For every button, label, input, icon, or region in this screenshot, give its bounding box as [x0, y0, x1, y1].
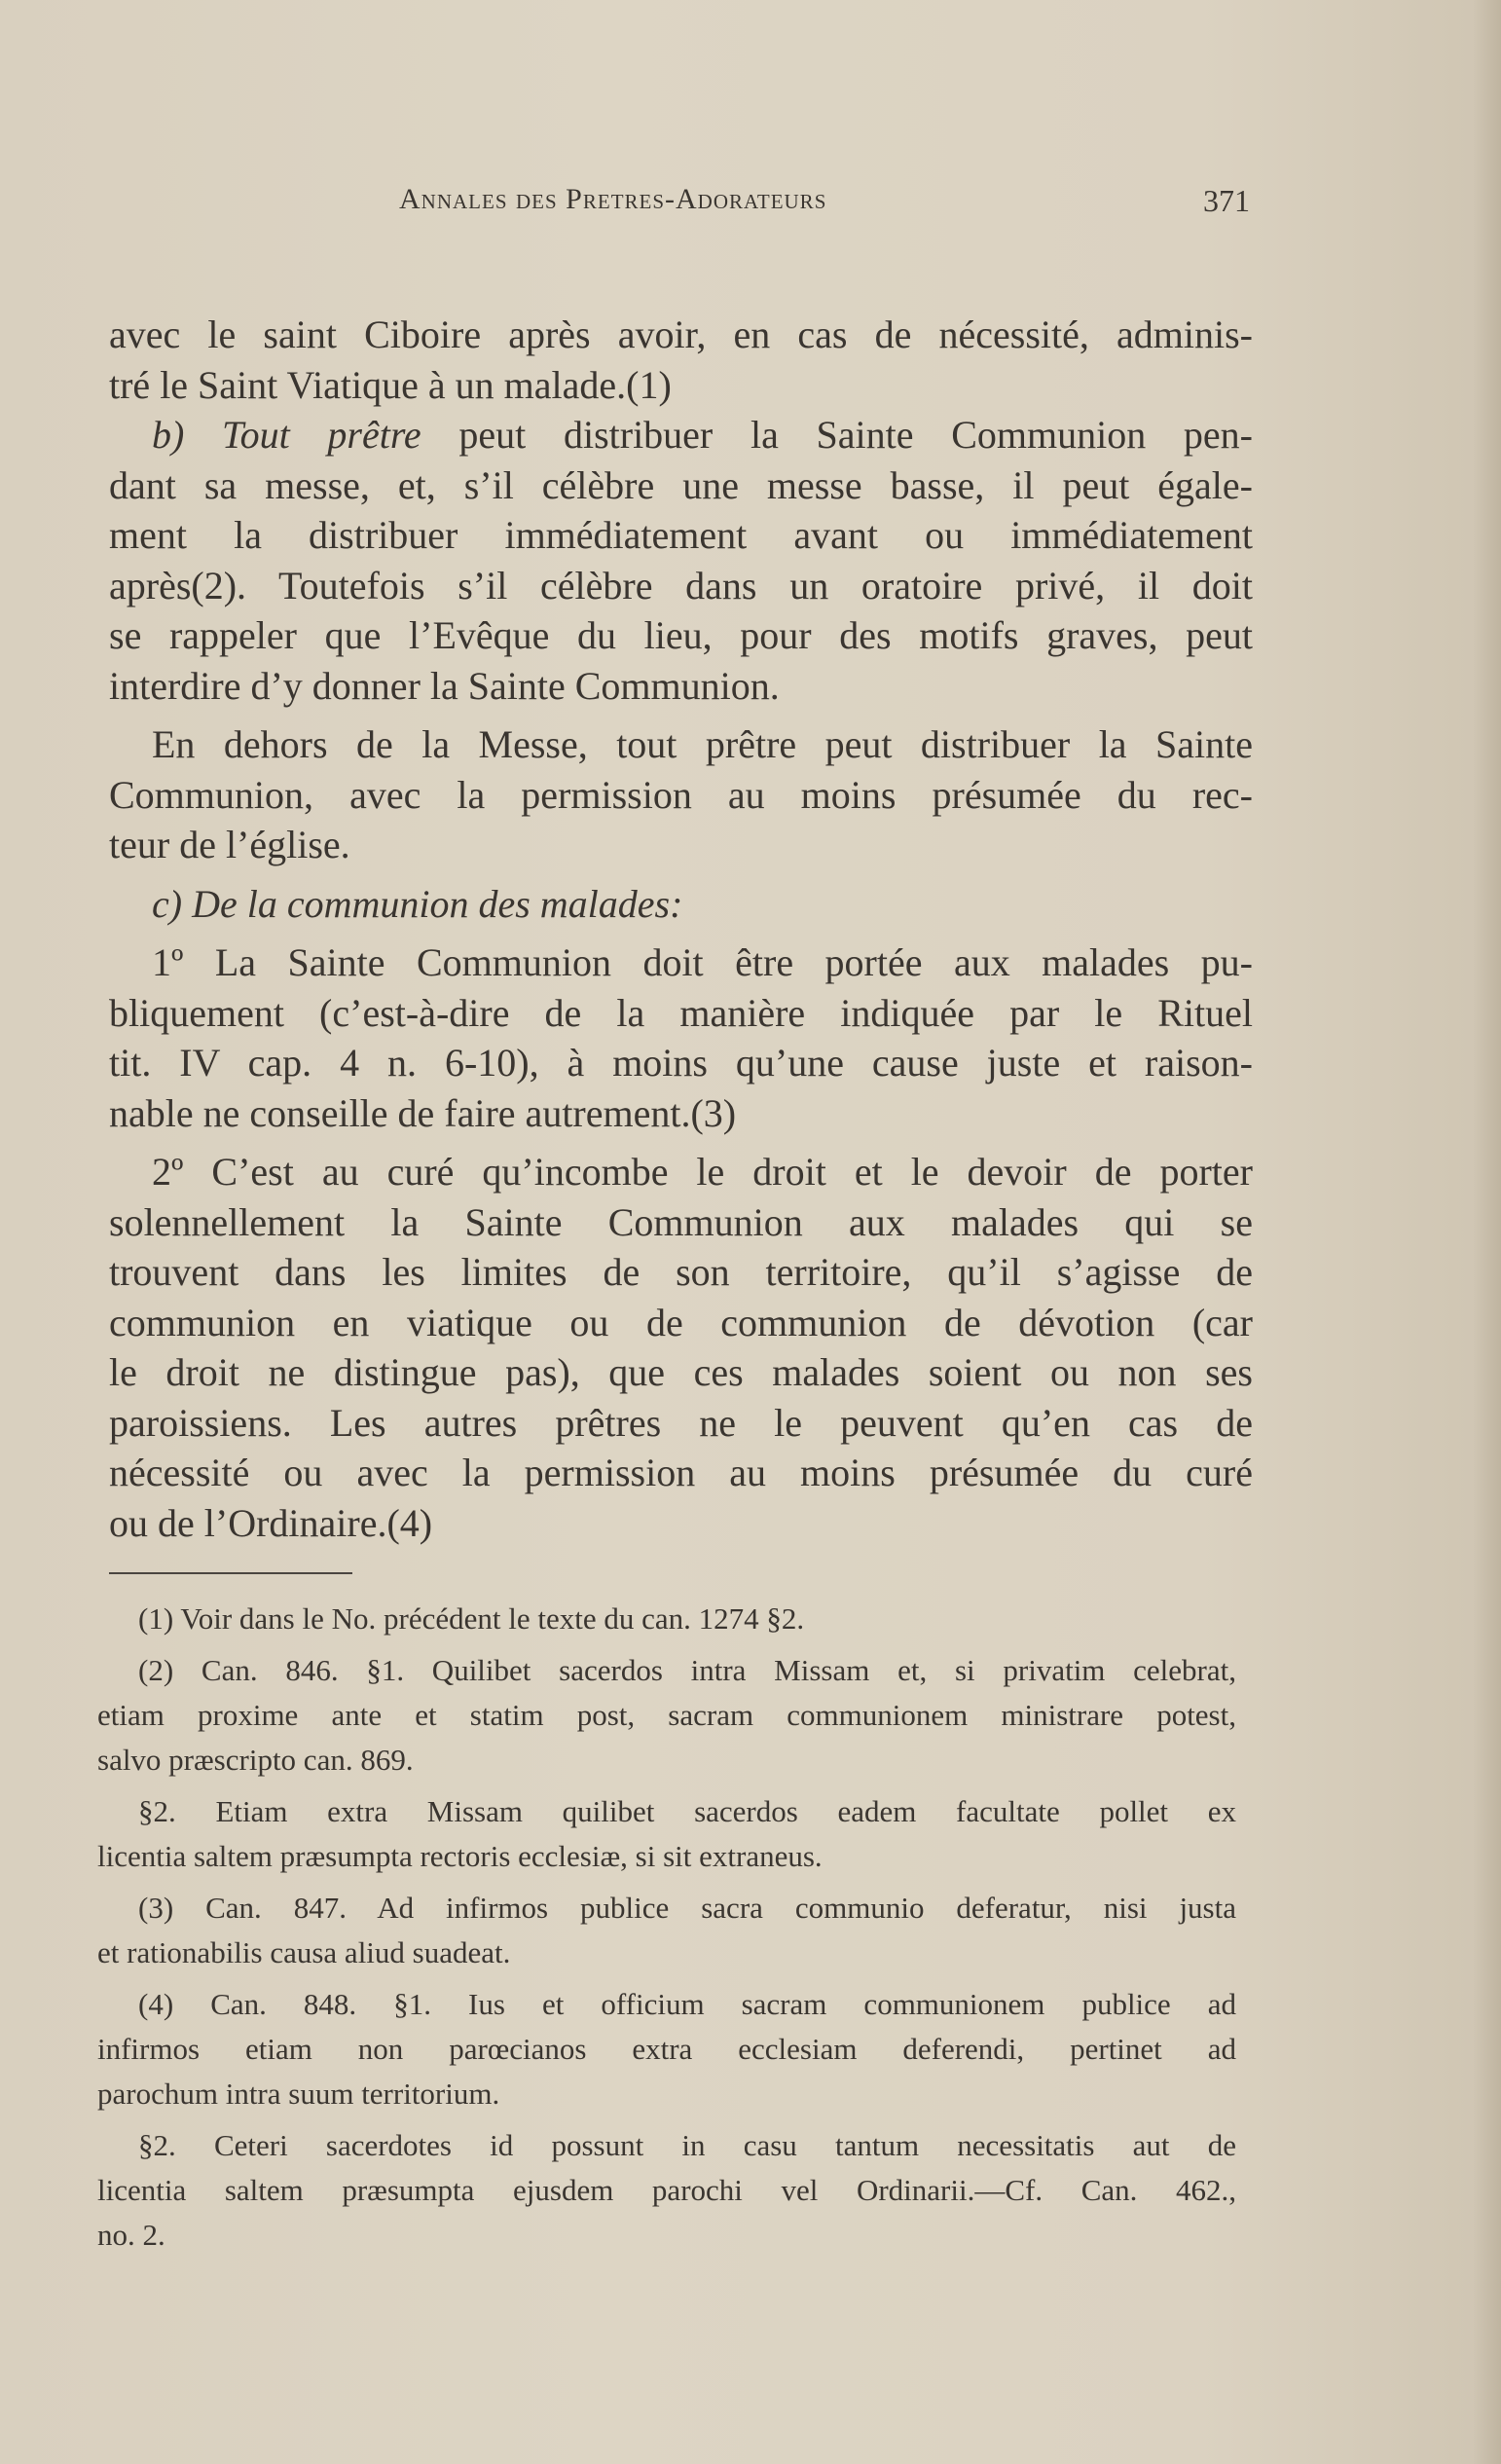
- text-line: En dehors de la Messe, tout prêtre peut distribuer la Sainte: [152, 722, 1253, 766]
- text-line: communion en viatique ou de communion de dévotion (car: [109, 1300, 1253, 1344]
- footnote-line: parochum intra suum territorium.: [97, 2077, 500, 2111]
- text-line: trouvent dans les limites de son territoire, qu’il s’agisse de: [109, 1250, 1253, 1294]
- footnote-line: §2. Etiam extra Missam quilibet sacerdos eadem facultate pollet ex: [138, 1794, 1236, 1828]
- text-line: paroissiens. Les autres prêtres ne le peuvent qu’en cas de: [109, 1400, 1253, 1445]
- paragraph-2: [109, 410, 1253, 711]
- footnote-line: et rationabilis causa aliud suadeat.: [97, 1935, 511, 1969]
- footnote-line: (4) Can. 848. §1. Ius et officium sacram communionem publice ad: [138, 1987, 1236, 2021]
- text-line: solennellement la Sainte Communion aux malades qui se: [109, 1199, 1253, 1244]
- footnote-line: infirmos etiam non parœcianos extra ecclesiam deferendi, pertinet ad: [97, 2032, 1236, 2066]
- text-line: 2º C’est au curé qu’incombe le droit et le devoir de porter: [152, 1150, 1253, 1194]
- line-rest: peut distribuer la Sainte Communion pen-: [421, 413, 1253, 457]
- text-line: se rappeler que l’Evêque du lieu, pour des motifs graves, peut: [109, 613, 1253, 657]
- paragraph-6: [109, 1147, 1253, 1548]
- footnote-1: (1) Voir dans le No. précédent le texte du can. 1274 §2.: [138, 1601, 805, 1636]
- footnote-line: etiam proxime ante et statim post, sacram communionem ministrare potest,: [97, 1698, 1236, 1732]
- page-number: 371: [1203, 183, 1250, 218]
- running-title: Annales des Pretres-Adorateurs: [399, 183, 827, 215]
- item-label: b): [152, 413, 185, 457]
- text-line: tit. IV cap. 4 n. 6-10), à moins qu’une cause juste et raison-: [109, 1041, 1253, 1085]
- footnote-4: [97, 1982, 1236, 2116]
- text-line: avec le saint Ciboire après avoir, en cas de nécessité, adminis-: [109, 313, 1253, 356]
- footnote-line: (3) Can. 847. Ad infirmos publice sacra communio deferatur, nisi justa: [138, 1891, 1236, 1925]
- italic-phrase: Tout prêtre: [222, 413, 421, 457]
- text-line: tré le Saint Viatique à un malade.(1): [109, 362, 672, 407]
- footnotes: [97, 1597, 1236, 2258]
- paragraph-5: [109, 938, 1253, 1138]
- footnote-2: [97, 1648, 1236, 1783]
- footnote-2-part-2: [97, 1789, 1236, 1879]
- section-heading: [109, 879, 1253, 930]
- paragraph-1: [109, 310, 1253, 410]
- text-line: Communion, avec la permission au moins présumée du rec-: [109, 772, 1253, 817]
- footnote-line: salvo præscripto can. 869.: [97, 1743, 414, 1777]
- footnote-line: no. 2.: [97, 2218, 165, 2252]
- footnote-line: licentia saltem præsumpta rectoris ecclesiæ, si sit extraneus.: [97, 1839, 823, 1873]
- text-line: teur de l’église.: [109, 823, 350, 866]
- text-line: 1º La Sainte Communion doit être portée aux malades pu-: [152, 940, 1253, 984]
- footnote-line: (2) Can. 846. §1. Quilibet sacerdos intra Missam et, si privatim celebrat,: [138, 1653, 1236, 1687]
- text-line: après(2). Toutefois s’il célèbre dans un oratoire privé, il doit: [109, 563, 1253, 607]
- page-header: [0, 183, 1501, 232]
- text-line: nécessité ou avec la permission au moins présumée du curé: [109, 1451, 1253, 1494]
- footnote-rule: [109, 1572, 352, 1574]
- footnote-4-part-2: [97, 2123, 1236, 2258]
- text-line: ou de l’Ordinaire.(4): [109, 1500, 433, 1545]
- footnote-line: §2. Ceteri sacerdotes id possunt in casu tantum necessitatis aut de: [138, 2128, 1236, 2162]
- text-line: [109, 410, 1253, 460]
- text-line: bliquement (c’est-à-dire de la manière indiquée par le Rituel: [109, 990, 1253, 1035]
- text-line: interdire d’y donner la Sainte Communion.: [109, 663, 780, 708]
- text-line: dant sa messe, et, s’il célèbre une messe basse, il peut égale-: [109, 462, 1253, 507]
- paragraph-3: [109, 719, 1253, 870]
- text-line: nable ne conseille de faire autrement.(3): [109, 1090, 737, 1135]
- footnote-line: licentia saltem præsumpta ejusdem parochi vel Ordinarii.—Cf. Can. 462.,: [97, 2173, 1236, 2207]
- footnote-3: [97, 1886, 1236, 1975]
- page-edge: [1474, 0, 1501, 2464]
- text-line: le droit ne distingue pas), que ces malades soient ou non ses: [109, 1350, 1253, 1394]
- text-line: ment la distribuer immédiatement avant ou immédiatement: [109, 513, 1253, 557]
- section-heading-text: c) De la communion des malades:: [152, 881, 683, 926]
- main-text: [109, 310, 1253, 1600]
